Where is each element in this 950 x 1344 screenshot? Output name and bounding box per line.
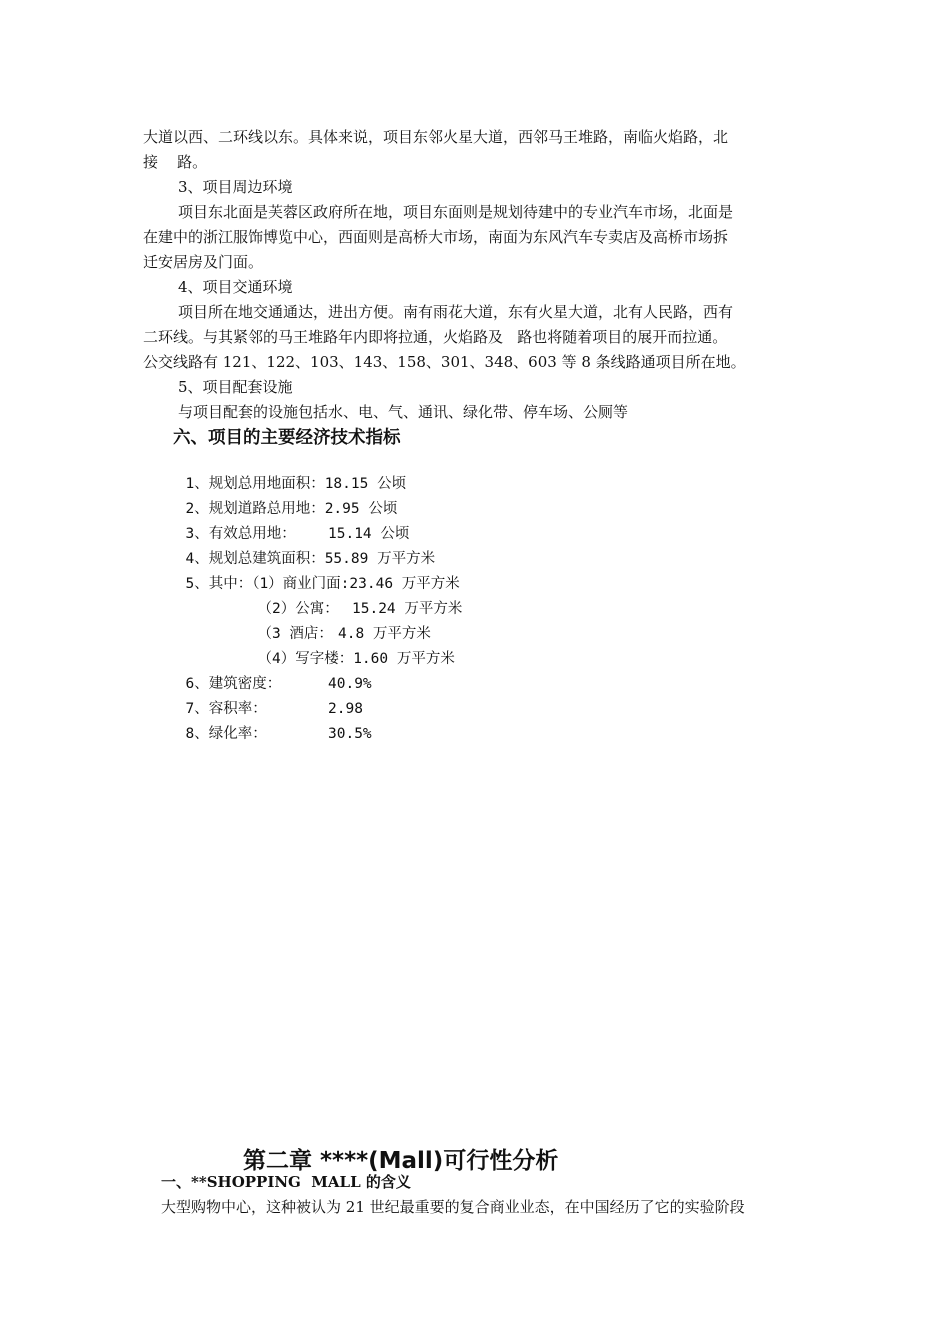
indicator-value: 2.95 公顷 — [324, 501, 398, 517]
paragraph-line: 公交线路有 121、122、103、143、158、301、348、603 等 8 条线路通项目所在地。 — [143, 353, 746, 371]
indicator-value: 15.24 万平方米 — [352, 601, 463, 617]
paragraph-line: 项目所在地交通通达，进出方便。南有雨花大道，东有火星大道，北有人民路，西有 — [178, 303, 734, 321]
paragraph-line: 与项目配套的设施包括水、电、气、通讯、绿化带、停车场、公厕等 — [178, 403, 629, 421]
indicator-value: 2.98 — [328, 701, 363, 717]
indicator-value: 30.5% — [328, 726, 372, 742]
indicator-value: 18.15 公顷 — [324, 476, 407, 492]
item-heading: 3、项目周边环境 — [178, 178, 293, 196]
paragraph-line: 接 路。 — [143, 153, 208, 171]
indicator-value: 4.8 万平方米 — [338, 626, 431, 642]
indicator-label: 2、规划道路总用地： — [185, 501, 325, 517]
indicator-label: 5、其中：（1）商业门面: — [185, 576, 350, 592]
paragraph-line: 大型购物中心，这种被认为 21 世纪最重要的复合商业业态，在中国经历了它的实验阶段 — [161, 1198, 745, 1216]
indicator-value: 23.46 万平方米 — [349, 576, 460, 592]
chapter-title: 第二章 ****(Mall)可行性分析 — [243, 1148, 559, 1174]
sub-heading: 一、**SHOPPING MALL 的含义 — [161, 1173, 411, 1191]
indicator-value: 1.60 万平方米 — [353, 651, 455, 667]
paragraph-line: 二环线。与其紧邻的马王堆路年内即将拉通，火焰路及 路也将随着项目的展开而拉通。 — [143, 328, 728, 346]
indicator-label: （3 酒店： — [257, 626, 333, 642]
indicator-label: 1、规划总用地面积： — [185, 476, 325, 492]
indicator-value: 55.89 万平方米 — [324, 551, 436, 567]
indicator-label: （4）写字楼： — [257, 651, 354, 667]
paragraph-line: 迁安居房及门面。 — [143, 253, 264, 271]
paragraph-line: 项目东北面是芙蓉区政府所在地，项目东面则是规划待建中的专业汽车市场，北面是 — [178, 203, 734, 221]
paragraph-line: 大道以西、二环线以东。具体来说，项目东邻火星大道，西邻马王堆路，南临火焰路，北 — [143, 128, 729, 146]
indicator-label: 4、规划总建筑面积： — [185, 551, 325, 567]
indicator-label: 8、绿化率： — [185, 726, 267, 742]
indicator-label: 7、容积率： — [185, 701, 267, 717]
indicator-value: 40.9% — [328, 676, 372, 692]
indicator-row — [168, 701, 468, 745]
indicator-label: 6、建筑密度： — [185, 676, 282, 692]
indicator-label: （2）公寓： — [257, 601, 339, 617]
item-heading: 4、项目交通环境 — [178, 278, 293, 296]
paragraph-line: 在建中的浙江服饰博览中心，西面则是高桥大市场，南面为东风汽车专卖店及高桥市场拆 — [143, 228, 729, 246]
indicator-value: 15.14 公顷 — [328, 526, 410, 542]
section-heading: 六、项目的主要经济技术指标 — [173, 428, 401, 448]
item-heading: 5、项目配套设施 — [178, 378, 293, 396]
indicator-label: 3、有效总用地： — [185, 526, 296, 542]
